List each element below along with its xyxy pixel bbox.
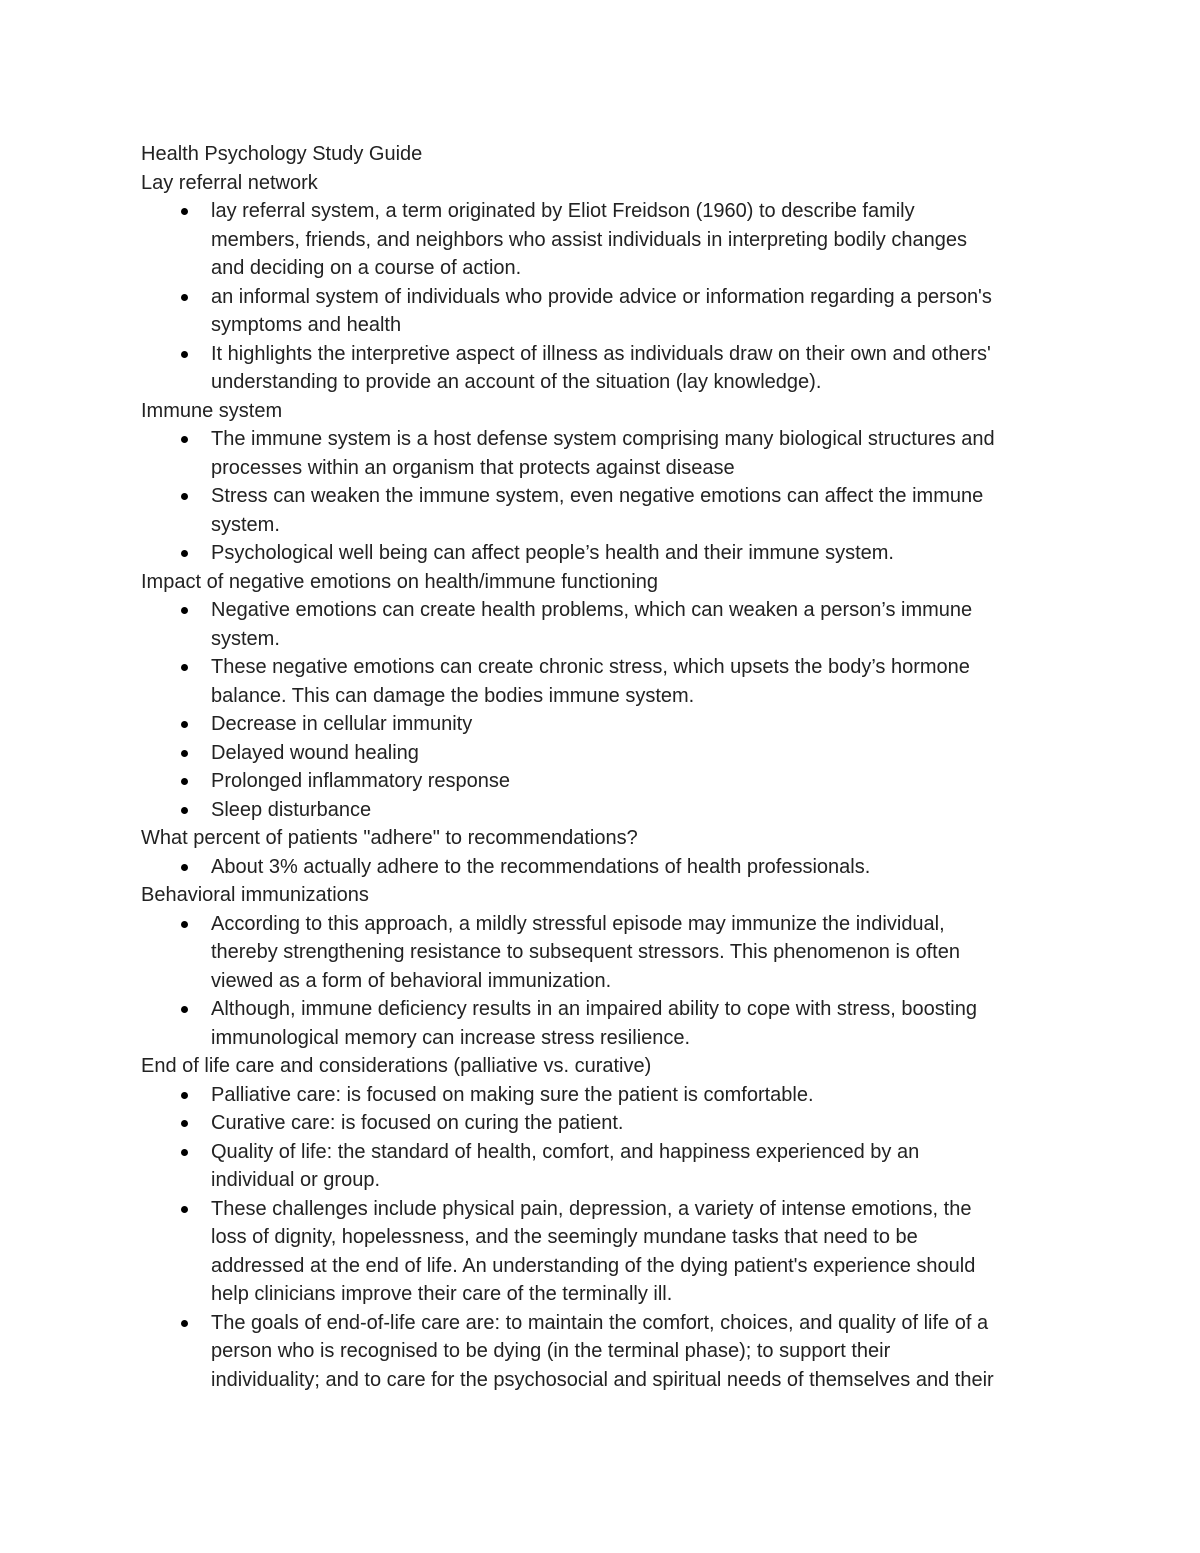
bullet-list	[141, 853, 1071, 882]
bullet-text-line: Stress can weaken the immune system, even negative emotions can affect the immune	[211, 485, 984, 507]
document-page	[141, 140, 1071, 1394]
bullet-dot-icon	[181, 807, 188, 814]
section-adherence	[141, 824, 1071, 881]
bullet-text-line: Negative emotions can create health problems, which can weaken a person’s immune	[211, 599, 973, 621]
bullet-text-line: system.	[211, 513, 280, 536]
bullet-text-line: help clinicians improve their care of the terminally ill.	[211, 1283, 673, 1305]
bullet-item	[211, 910, 1071, 996]
bullet-dot-icon	[181, 778, 188, 785]
document-title: Health Psychology Study Guide	[141, 143, 423, 165]
bullet-list	[141, 596, 1071, 824]
bullet-text-line: members, friends, and neighbors who assist individuals in interpreting bodily changes	[211, 228, 967, 251]
bullet-item	[211, 710, 1071, 739]
bullet-text-line: addressed at the end of life. An understanding of the dying patient's experience should	[211, 1254, 976, 1277]
bullet-text-line: According to this approach, a mildly stressful episode may immunize the individual,	[211, 912, 945, 935]
section-heading: End of life care and considerations (palliative vs. curative)	[141, 1055, 652, 1077]
bullet-text-line: These challenges include physical pain, depression, a variety of intense emotions, the	[211, 1197, 972, 1220]
bullet-text-line: These negative emotions can create chronic stress, which upsets the body’s hormone	[211, 656, 970, 678]
bullet-dot-icon	[181, 864, 188, 871]
bullet-item	[211, 796, 1071, 825]
bullet-text-line: individuality; and to care for the psychosocial and spiritual needs of themselves and their	[211, 1368, 994, 1391]
bullet-dot-icon	[181, 721, 188, 728]
bullet-item	[211, 1138, 1071, 1195]
bullet-list	[141, 1081, 1071, 1395]
bullet-text-line: understanding to provide an account of the situation (lay knowledge).	[211, 371, 822, 393]
bullet-dot-icon	[181, 1320, 188, 1327]
bullet-item	[211, 340, 1071, 397]
bullet-text-line: system.	[211, 627, 280, 650]
bullet-dot-icon	[181, 664, 188, 671]
bullet-item	[211, 767, 1071, 796]
bullet-dot-icon	[181, 921, 188, 928]
bullet-text-line: Decrease in cellular immunity	[211, 713, 473, 735]
bullet-text-line: About 3% actually adhere to the recommendations of health professionals.	[211, 855, 871, 878]
bullet-item	[211, 739, 1071, 768]
section-end-of-life-care	[141, 1052, 1071, 1394]
bullet-text-line: and deciding on a course of action.	[211, 257, 522, 279]
bullet-text-line: loss of dignity, hopelessness, and the seemingly mundane tasks that need to be	[211, 1226, 918, 1248]
bullet-dot-icon	[181, 1206, 188, 1213]
bullet-item	[211, 596, 1071, 653]
bullet-dot-icon	[181, 294, 188, 301]
bullet-list	[141, 910, 1071, 1053]
bullet-text-line: Palliative care: is focused on making sure the patient is comfortable.	[211, 1083, 814, 1106]
bullet-text-line: Although, immune deficiency results in an impaired ability to cope with stress, boosting	[211, 998, 977, 1020]
bullet-text-line: viewed as a form of behavioral immunization.	[211, 969, 612, 992]
bullet-item	[211, 425, 1071, 482]
bullet-text-line: Prolonged inflammatory response	[211, 770, 511, 792]
bullet-text-line: Curative care: is focused on curing the patient.	[211, 1112, 624, 1134]
section-lay-referral-network	[141, 169, 1071, 397]
bullet-list	[141, 425, 1071, 568]
bullet-dot-icon	[181, 351, 188, 358]
section-behavioral-immunizations	[141, 881, 1071, 1052]
bullet-item	[211, 1195, 1071, 1309]
bullet-dot-icon	[181, 1120, 188, 1127]
bullet-item	[211, 539, 1071, 568]
bullet-text-line: lay referral system, a term originated by Eliot Freidson (1960) to describe family	[211, 200, 915, 222]
bullet-text-line: Psychological well being can affect people’s health and their immune system.	[211, 542, 894, 564]
bullet-text-line: Sleep disturbance	[211, 798, 372, 821]
section-heading: Immune system	[141, 399, 283, 422]
section-heading: What percent of patients "adhere" to recommendations?	[141, 827, 638, 849]
section-heading: Impact of negative emotions on health/immune functioning	[141, 570, 658, 593]
bullet-text-line: thereby strengthening resistance to subsequent stressors. This phenomenon is often	[211, 941, 960, 963]
bullet-item	[211, 1081, 1071, 1110]
bullet-text-line: Quality of life: the standard of health, comfort, and happiness experienced by an	[211, 1140, 920, 1163]
bullet-dot-icon	[181, 436, 188, 443]
bullet-item	[211, 1309, 1071, 1395]
section-immune-system	[141, 397, 1071, 568]
bullet-item	[211, 1109, 1071, 1138]
bullet-text-line: symptoms and health	[211, 314, 402, 336]
section-heading: Behavioral immunizations	[141, 884, 369, 906]
bullet-dot-icon	[181, 1006, 188, 1013]
bullet-dot-icon	[181, 1092, 188, 1099]
bullet-text-line: It highlights the interpretive aspect of illness as individuals draw on their own and others'	[211, 342, 991, 365]
bullet-item	[211, 995, 1071, 1052]
bullet-dot-icon	[181, 750, 188, 757]
bullet-item	[211, 283, 1071, 340]
bullet-text-line: immunological memory can increase stress resilience.	[211, 1026, 691, 1049]
bullet-item	[211, 653, 1071, 710]
bullet-text-line: balance. This can damage the bodies immune system.	[211, 684, 695, 707]
bullet-text-line: an informal system of individuals who provide advice or information regarding a person's	[211, 285, 992, 308]
bullet-text-line: processes within an organism that protects against disease	[211, 456, 735, 479]
bullet-dot-icon	[181, 607, 188, 614]
bullet-list	[141, 197, 1071, 397]
bullet-text-line: The goals of end-of-life care are: to maintain the comfort, choices, and quality of life of a	[211, 1311, 989, 1334]
bullet-text-line: individual or group.	[211, 1169, 380, 1191]
bullet-dot-icon	[181, 1149, 188, 1156]
bullet-item	[211, 197, 1071, 283]
bullet-dot-icon	[181, 493, 188, 500]
bullet-dot-icon	[181, 208, 188, 215]
bullet-dot-icon	[181, 550, 188, 557]
bullet-text-line: Delayed wound healing	[211, 741, 419, 764]
bullet-item	[211, 482, 1071, 539]
section-negative-emotions	[141, 568, 1071, 825]
bullet-text-line: person who is recognised to be dying (in the terminal phase); to support their	[211, 1340, 891, 1362]
section-heading: Lay referral network	[141, 171, 318, 194]
bullet-item	[211, 853, 1071, 882]
bullet-text-line: The immune system is a host defense system comprising many biological structures and	[211, 428, 995, 450]
